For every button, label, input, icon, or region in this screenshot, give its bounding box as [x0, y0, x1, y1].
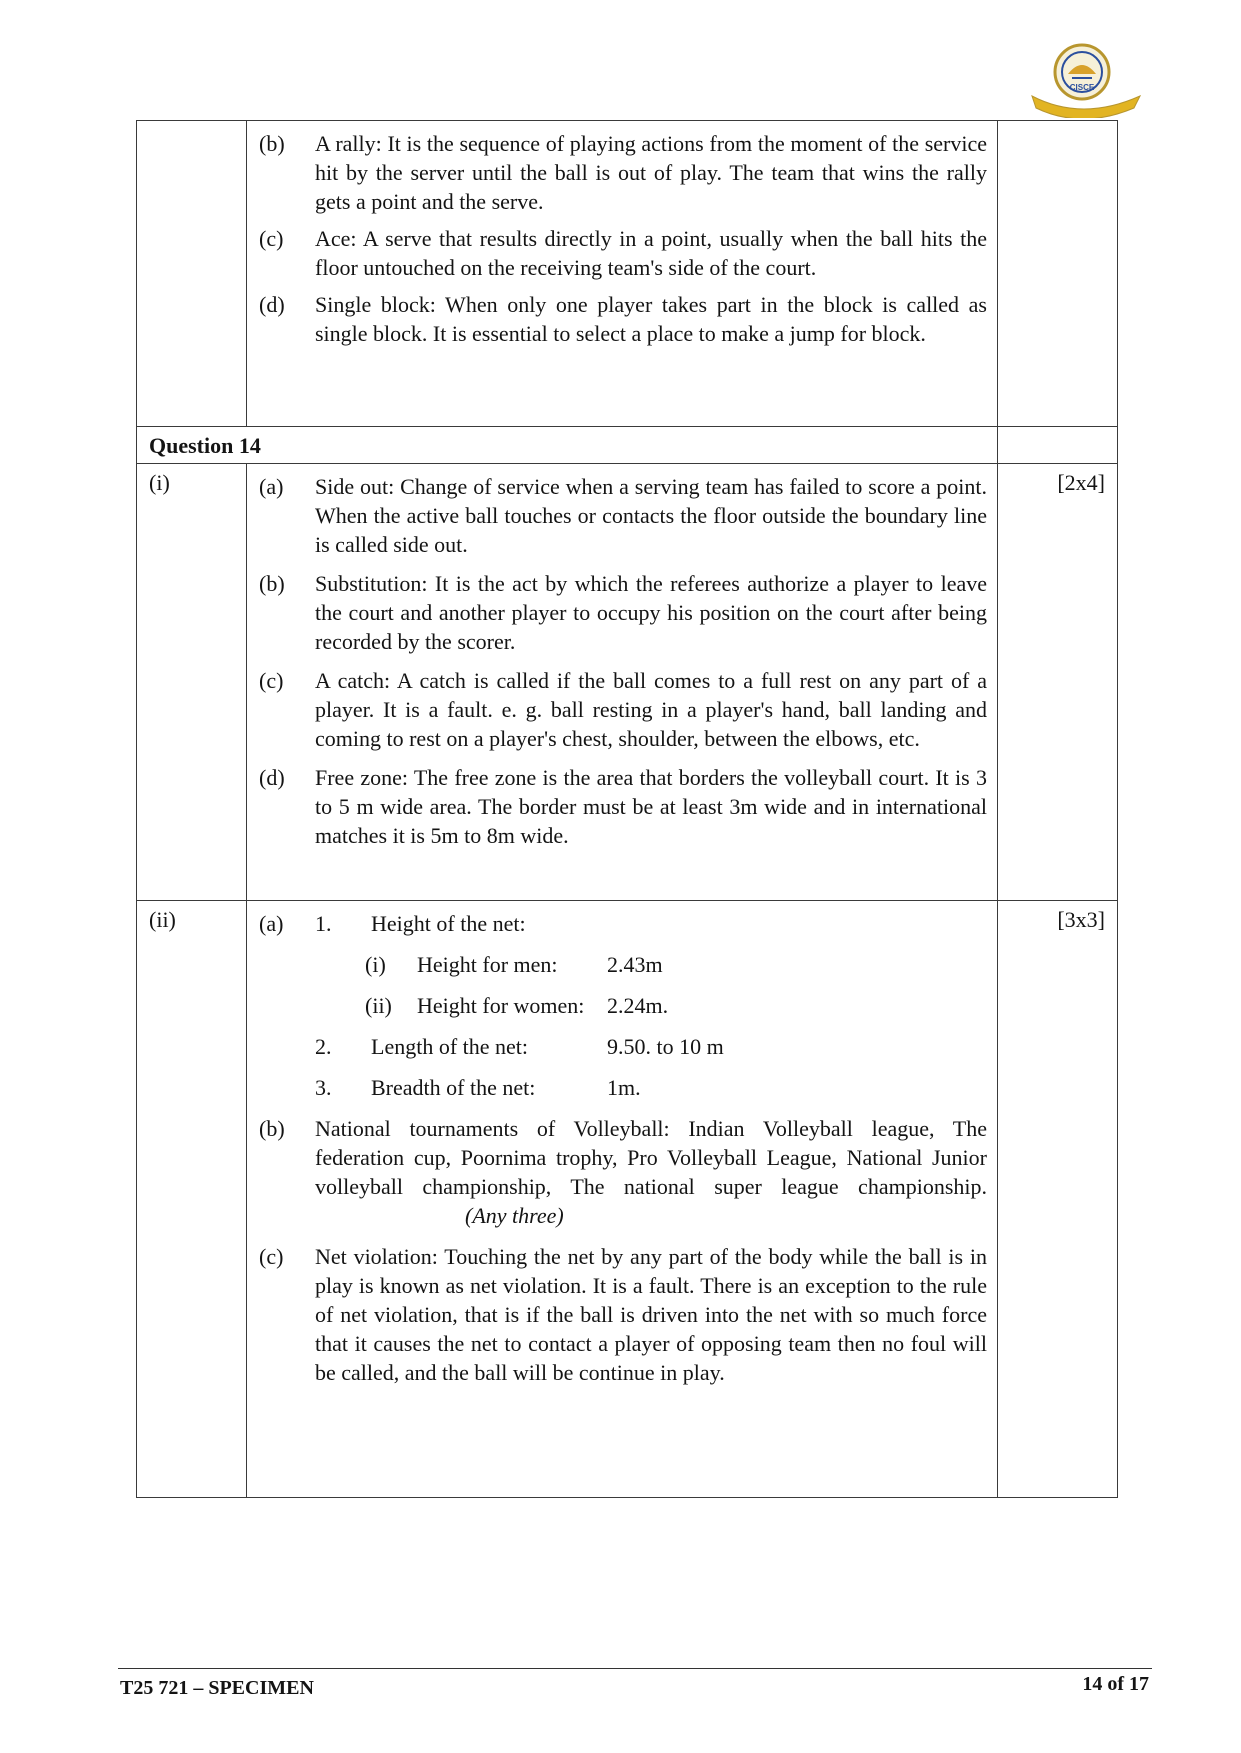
list-item: (c) Ace: A serve that results directly in a point, usually when the ball hits the floor untouched on the receiving team's side of the court. — [259, 226, 987, 280]
list-item: (c) Net violation: Touching the net by any part of the body while the ball is in play is known as net violation. It is a fault. There is an exception to the rule of net violation, that is if the ball is driven into the net with so much force that it causes the net to contact a player of opposing team then no foul will be called, and the ball will be continue in play. — [259, 1244, 987, 1385]
list-item: (d) Free zone: The free zone is the area that borders the volleyball court. It is 3 to 5 m wide area. The border must be at least 3m wide and in international matches it is 5m to 8m wide. — [259, 765, 987, 848]
list-item: (b) A rally: It is the sequence of playing actions from the moment of the service hit by the server until the ball is out of play. The team that wins the rally gets a point and the serve. — [259, 131, 987, 214]
question-title: Question 14 — [137, 427, 998, 464]
footer-divider — [118, 1668, 1152, 1669]
page-number: 14 of 17 — [1082, 1673, 1149, 1695]
part-ii-answers — [247, 901, 998, 1498]
list-item: (b) Substitution: It is the act by which the referees authorize a player to leave the court and another player to occupy his position on the court after being recorded by the scorer. — [259, 571, 987, 654]
part-number: (i) — [137, 464, 247, 901]
list-item: (b) National tournaments of Volleyball: Indian Volleyball league, The federation cup, Poornima trophy, Pro Volleyball League, National Junior volleyball championship, The national super league championship. (Any three) — [259, 1116, 987, 1228]
paper-code: T25 721 – SPECIMEN — [120, 1677, 314, 1699]
any-three-note: (Any three) — [465, 1203, 564, 1228]
part-number: (ii) — [137, 901, 247, 1498]
list-item: (a) Side out: Change of service when a serving team has failed to score a point. When the active ball touches or contacts the floor outside the boundary line is called side out. — [259, 474, 987, 557]
part-i-answers — [247, 464, 998, 901]
list-item: (d) Single block: When only one player takes part in the block is called as single block. It is essential to select a place to make a jump for block. — [259, 292, 987, 346]
list-item: (a) 1. Height of the net: (i) Height for men: 2.43m (ii) Height for women: 2.24m. 2. Length of the net: 9.50. to 10 m 3. Breadth of the net: 1m. — [253, 909, 987, 1102]
question-header-row — [137, 427, 1118, 464]
marks-label: [3x3] — [998, 901, 1118, 1498]
net-dimensions: 1. Height of the net: (i) Height for men: 2.43m (ii) Height for women: 2.24m. 2. Length of the net: 9.50. to 10 m 3. Breadth of the net: 1m. — [315, 911, 724, 1100]
question-part-ii-row — [137, 901, 1118, 1498]
marks-label: [2x4] — [998, 464, 1118, 901]
marking-scheme-table — [136, 120, 1118, 1498]
question-part-i-row — [137, 464, 1118, 901]
list-item: (c) A catch: A catch is called if the ball comes to a full rest on any part of a player. It is a fault. e. g. ball resting in a player's hand, ball landing and coming to rest on a player's chest, shoulder, between the elbows, etc. — [259, 668, 987, 751]
continuation-answers — [247, 121, 998, 427]
cisce-emblem-icon — [1030, 38, 1142, 118]
continuation-row — [137, 121, 1118, 427]
logo-text: CISCE — [1069, 83, 1095, 92]
